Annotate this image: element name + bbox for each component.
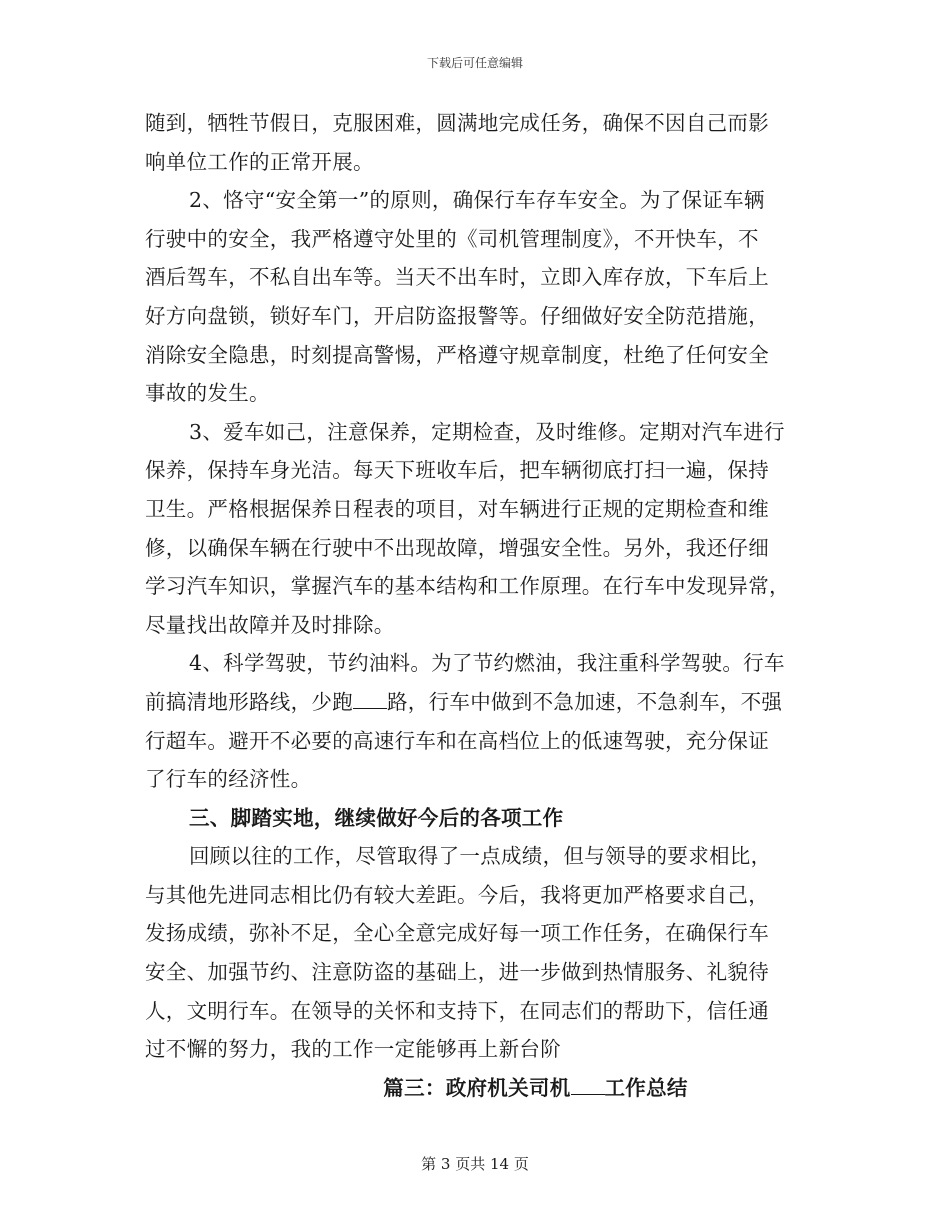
section-heading: 三、脚踏实地，继续做好今后的各项工作 bbox=[189, 805, 564, 830]
paragraph-line: 人，文明行车。在领导的关怀和支持下，在同志们的帮助下，信任通 bbox=[145, 998, 769, 1023]
paragraph-line: 修，以确保车辆在行驶中不出现故障，增强安全性。另外，我还仔细 bbox=[145, 535, 769, 560]
line-segment: 路，行车中做到不急加速，不急刹车，不强 bbox=[387, 689, 783, 714]
page-footer: 第 3 页共 14 页 bbox=[421, 1155, 529, 1173]
paragraph-line: 响单位工作的正常开展。 bbox=[145, 149, 374, 174]
paragraph-line: 酒后驾车，不私自出车等。当天不出车时，立即入库存放，下车后上 bbox=[145, 265, 769, 290]
paragraph-line: 尽量找出故障并及时排除。 bbox=[145, 612, 395, 637]
title-segment: 工作总结 bbox=[604, 1075, 688, 1100]
paragraph-line: 好方向盘锁，锁好车门，开启防盗报警等。仔细做好安全防范措施， bbox=[145, 303, 769, 328]
chapter-title bbox=[145, 1069, 810, 1108]
paragraph-line: 与其他先进同志相比仍有较大差距。今后，我将更加严格要求自己， bbox=[145, 882, 769, 907]
paragraph-line: 2、恪守“安全第一”的原则，确保行车存车安全。为了保证车辆 bbox=[189, 188, 765, 213]
paragraph-line: 了行车的经济性。 bbox=[145, 767, 312, 792]
paragraph-line: 消除安全隐患，时刻提高警惕，严格遵守规章制度，杜绝了任何安全 bbox=[145, 342, 769, 367]
line-segment: 前搞清地形路线，少跑 bbox=[145, 689, 353, 714]
blank-underline bbox=[571, 1074, 605, 1095]
paragraph-line: 行驶中的安全，我严格遵守处里的《司机管理制度》，不开快车，不 bbox=[145, 226, 759, 251]
paragraph-line: 回顾以往的工作，尽管取得了一点成绩，但与领导的要求相比， bbox=[189, 844, 772, 869]
paragraph-line: 4、科学驾驶，节约油料。为了节约燃油，我注重科学驾驶。行车 bbox=[189, 651, 785, 676]
title-segment: 篇三：政府机关司机 bbox=[383, 1075, 571, 1100]
document-body bbox=[145, 104, 810, 1107]
paragraph-line: 卫生。严格根据保养日程表的项目，对车辆进行正规的定期检查和维 bbox=[145, 496, 769, 521]
paragraph-line: 随到，牺牲节假日，克服困难，圆满地完成任务，确保不因自己而影 bbox=[145, 111, 769, 135]
paragraph-line: 发扬成绩，弥补不足，全心全意完成好每一项工作任务，在确保行车 bbox=[145, 921, 769, 946]
paragraph-line: 过不懈的努力，我的工作一定能够再上新台阶 bbox=[145, 1037, 561, 1062]
paragraph-line: 学习汽车知识，掌握汽车的基本结构和工作原理。在行车中发现异常， bbox=[145, 574, 790, 599]
paragraph-line: 事故的发生。 bbox=[145, 381, 270, 406]
paragraph-line: 3、爱车如己，注意保养，定期检查，及时维修。定期对汽车进行 bbox=[189, 419, 785, 444]
paragraph-line bbox=[145, 683, 810, 722]
paragraph-line: 保养，保持车身光洁。每天下班收车后，把车辆彻底打扫一遍，保持 bbox=[145, 458, 769, 483]
paragraph-line: 行超车。避开不必要的高速行车和在高档位上的低速驾驶，充分保证 bbox=[145, 728, 769, 753]
blank-underline bbox=[353, 688, 387, 709]
page-header: 下载后可任意编辑 bbox=[426, 56, 523, 70]
paragraph-line: 安全、加强节约、注意防盗的基础上，进一步做到热情服务、礼貌待 bbox=[145, 960, 769, 985]
